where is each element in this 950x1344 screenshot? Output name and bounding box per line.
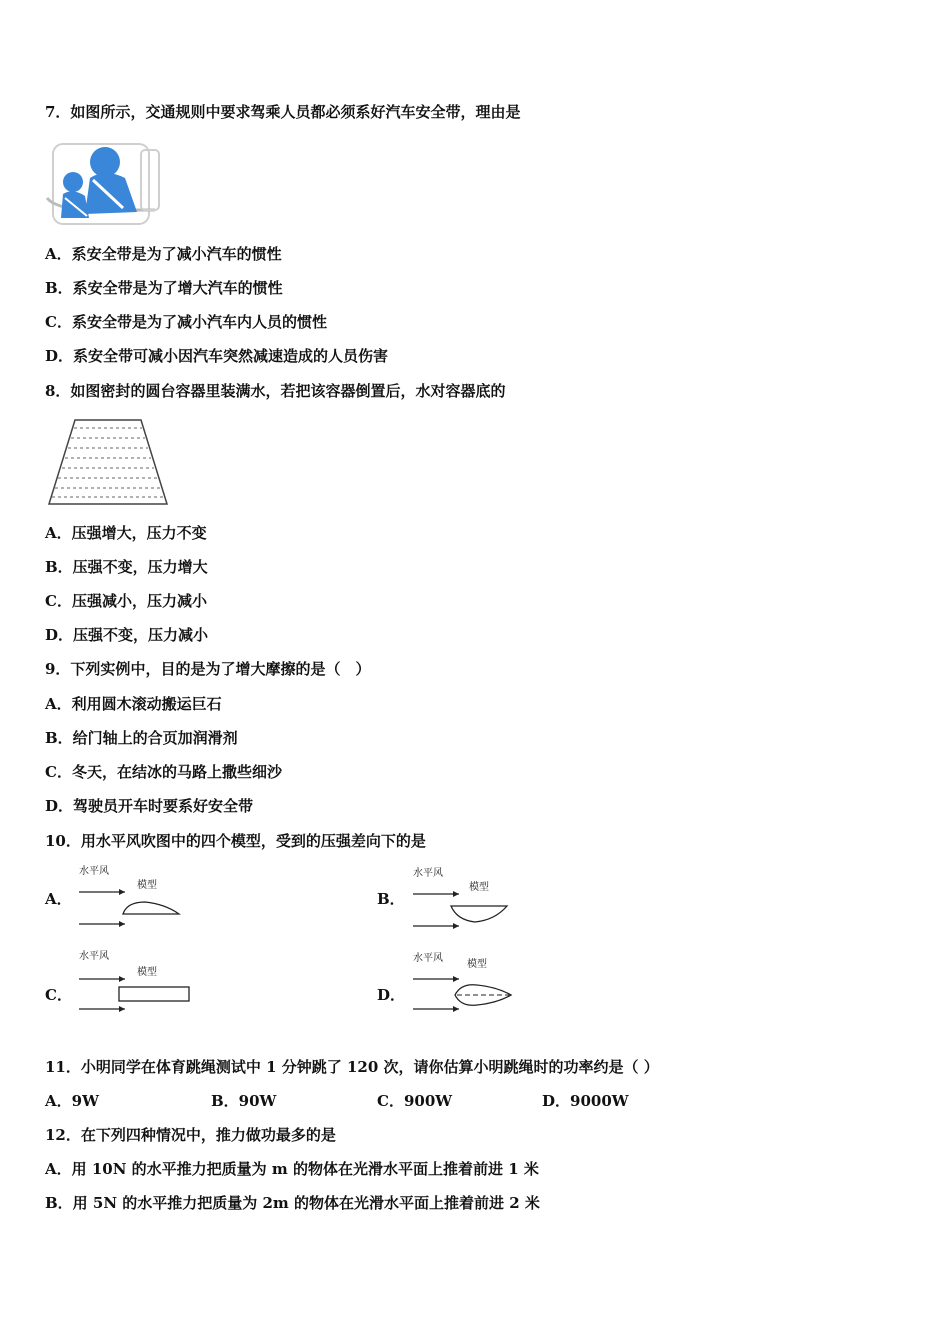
q11-option-a: A．9W: [45, 1092, 99, 1110]
q7-option-b: B．系安全带是为了增大汽车的惯性: [45, 279, 283, 297]
q9-option-b: B．给门轴上的合页加润滑剂: [45, 729, 238, 747]
q10-option-c-label: C．: [45, 986, 72, 1004]
q8-option-d: D．压强不变，压力减小: [45, 626, 209, 644]
model-label: 模型: [469, 882, 489, 893]
model-label: 模型: [137, 880, 157, 891]
q10-model-c: [75, 945, 195, 1017]
q10-stem: 10．用水平风吹图中的四个模型，受到的压强差向下的是: [45, 832, 426, 850]
q10-option-d-label: D．: [377, 986, 406, 1004]
q12-option-b: B．用 5N 的水平推力把质量为 2m 的物体在光滑水平面上推着前进 2 米: [45, 1194, 540, 1212]
q8-option-c: C．压强减小，压力减小: [45, 592, 207, 610]
q10-model-a: [75, 862, 190, 932]
q9-stem: 9．下列实例中，目的是为了增大摩擦的是（ ）: [45, 660, 371, 678]
wind-label: 水平风: [79, 951, 109, 962]
q10-option-b-label: B．: [377, 890, 405, 908]
q7-option-c: C．系安全带是为了减小汽车内人员的惯性: [45, 313, 327, 331]
q11-option-c: C．900W: [377, 1092, 453, 1110]
q10-option-a-label: A．: [45, 890, 72, 908]
model-label: 模型: [137, 967, 157, 978]
q7-option-a: A．系安全带是为了减小汽车的惯性: [45, 245, 282, 263]
q9-option-d: D．驾驶员开车时要系好安全带: [45, 797, 254, 815]
q8-option-b: B．压强不变，压力增大: [45, 558, 208, 576]
wind-label: 水平风: [413, 868, 443, 879]
q8-option-a: A．压强增大，压力不变: [45, 524, 207, 542]
q8-stem: 8．如图密封的圆台容器里装满水，若把该容器倒置后，水对容器底的: [45, 382, 506, 400]
q9-option-a: A．利用圆木滚动搬运巨石: [45, 695, 222, 713]
q12-stem: 12．在下列四种情况中，推力做功最多的是: [45, 1126, 336, 1144]
frustum-container-figure: [45, 418, 170, 506]
q11-stem: 11．小明同学在体育跳绳测试中 1 分钟跳了 120 次，请你估算小明跳绳时的功率约是（ ）: [45, 1058, 659, 1076]
model-label: 模型: [467, 959, 487, 970]
q11-option-b: B．90W: [211, 1092, 277, 1110]
q7-stem: 7．如图所示，交通规则中要求驾乘人员都必须系好汽车安全带，理由是: [45, 103, 521, 121]
q10-model-b: [405, 862, 520, 934]
q7-option-d: D．系安全带可减小因汽车突然减速造成的人员伤害: [45, 347, 389, 365]
q11-option-d: D．9000W: [542, 1092, 629, 1110]
q12-option-a: A．用 10N 的水平推力把质量为 m 的物体在光滑水平面上推着前进 1 米: [45, 1160, 539, 1178]
q9-option-c: C．冬天，在结冰的马路上撒些细沙: [45, 763, 282, 781]
q10-model-d: [405, 945, 520, 1017]
seatbelt-figure: [45, 138, 163, 230]
wind-label: 水平风: [413, 953, 443, 964]
wind-label: 水平风: [79, 866, 109, 877]
